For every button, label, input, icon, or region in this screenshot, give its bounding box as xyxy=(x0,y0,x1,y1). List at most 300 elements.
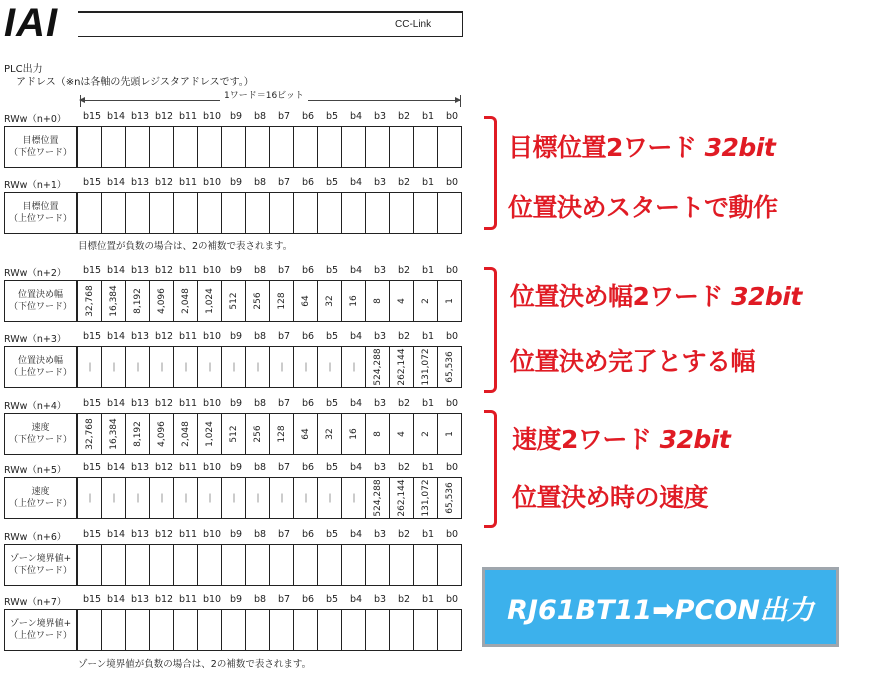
bit-cell xyxy=(341,610,365,650)
bit-weight: 256 xyxy=(252,292,263,310)
bit-weight: 2,048 xyxy=(180,288,191,314)
header-rule-bottom xyxy=(78,36,462,37)
bit-cell xyxy=(269,478,293,518)
bit-cell xyxy=(149,610,173,650)
unused-bit-mark xyxy=(257,363,258,372)
bit-weight: 8,192 xyxy=(132,421,143,447)
bit-label: b5 xyxy=(325,594,339,605)
bit-cell xyxy=(413,127,437,167)
bit-cell xyxy=(413,478,437,518)
bit-cell xyxy=(221,127,245,167)
bit-cell xyxy=(173,281,197,321)
bit-cell xyxy=(389,478,413,518)
bit-cell xyxy=(197,127,221,167)
bit-cell xyxy=(173,347,197,387)
bit-cell xyxy=(293,545,317,585)
register-label-line: 位置決め幅 xyxy=(17,356,63,366)
register-label xyxy=(5,545,77,585)
bit-cell xyxy=(221,545,245,585)
bit-label: b8 xyxy=(253,331,267,342)
register-label-line: （下位ワード） xyxy=(8,148,72,158)
bit-label: b4 xyxy=(349,331,363,342)
unused-bit-mark xyxy=(353,494,354,503)
bit-cell xyxy=(149,478,173,518)
output-direction-box: RJ61BT11➡PCON出力 xyxy=(482,567,839,647)
bit-cell xyxy=(197,414,221,454)
bit-label: b9 xyxy=(229,529,243,540)
bit-label: b7 xyxy=(277,462,291,473)
bit-label: b15 xyxy=(82,529,102,540)
bit-weight: 128 xyxy=(276,292,287,310)
bit-cell xyxy=(269,193,293,233)
section-title: PLC出力 xyxy=(4,64,43,75)
bit-label: b2 xyxy=(397,398,411,409)
bit-cell xyxy=(245,545,269,585)
bit-header xyxy=(80,529,464,543)
bit-label: b8 xyxy=(253,529,267,540)
bit-cell xyxy=(245,610,269,650)
unused-bit-mark xyxy=(281,494,282,503)
unused-bit-mark xyxy=(185,494,186,503)
bit-cell xyxy=(125,610,149,650)
bit-cell xyxy=(101,610,125,650)
bit-cell xyxy=(269,414,293,454)
anno-speed-line2: 位置決め時の速度 xyxy=(512,483,709,512)
bit-header xyxy=(80,111,464,125)
register-label-line: ゾーン境界値+ xyxy=(9,619,72,629)
bit-label: b12 xyxy=(154,111,174,122)
register-address: RWw（n+0） xyxy=(4,114,67,125)
bit-cell xyxy=(437,281,461,321)
bit-weight: 1 xyxy=(444,298,455,304)
bit-weight: 262,144 xyxy=(396,479,407,517)
bit-cell xyxy=(173,414,197,454)
bit-label: b5 xyxy=(325,398,339,409)
register-address: RWw（n+1） xyxy=(4,180,67,191)
unused-bit-mark xyxy=(329,363,330,372)
bit-cell xyxy=(173,478,197,518)
bit-label: b10 xyxy=(202,529,222,540)
register-label-line: （下位ワード） xyxy=(8,566,72,576)
bit-weight: 524,288 xyxy=(372,348,383,386)
bit-cell xyxy=(389,414,413,454)
bit-weight: 1,024 xyxy=(204,288,215,314)
register-address: RWw（n+7） xyxy=(4,597,67,608)
bit-header xyxy=(80,594,464,608)
bit-weight: 4,096 xyxy=(156,288,167,314)
bit-label: b5 xyxy=(325,265,339,276)
bit-label: b8 xyxy=(253,111,267,122)
unused-bit-mark xyxy=(161,494,162,503)
bit-cell xyxy=(413,545,437,585)
register-row xyxy=(4,609,462,651)
bit-label: b1 xyxy=(421,529,435,540)
bit-weight: 128 xyxy=(276,425,287,443)
bit-weight: 4,096 xyxy=(156,421,167,447)
register-row xyxy=(4,477,462,519)
register-label-line: （上位ワード） xyxy=(8,631,72,641)
bit-cell xyxy=(125,414,149,454)
bit-cell xyxy=(197,478,221,518)
bit-label: b10 xyxy=(202,398,222,409)
bit-label: b2 xyxy=(397,111,411,122)
bit-cell xyxy=(101,347,125,387)
bit-label: b15 xyxy=(82,398,102,409)
bit-cell xyxy=(365,545,389,585)
register-row xyxy=(4,346,462,388)
bit-cell xyxy=(365,610,389,650)
bit-weight: 4 xyxy=(396,431,407,437)
bit-label: b15 xyxy=(82,111,102,122)
bit-label: b13 xyxy=(130,111,150,122)
bit-label: b9 xyxy=(229,594,243,605)
bit-label: b9 xyxy=(229,462,243,473)
bit-weight: 8 xyxy=(372,431,383,437)
bit-weight: 131,072 xyxy=(420,479,431,517)
bit-cell xyxy=(101,281,125,321)
bit-label: b12 xyxy=(154,462,174,473)
bit-weight: 2 xyxy=(420,298,431,304)
bit-label: b8 xyxy=(253,265,267,276)
bit-weight: 4 xyxy=(396,298,407,304)
bit-cell xyxy=(197,610,221,650)
bit-cell xyxy=(125,478,149,518)
bit-cell xyxy=(437,610,461,650)
bit-label: b14 xyxy=(106,594,126,605)
address-note: アドレス（※nは各軸の先頭レジスタアドレスです。） xyxy=(16,77,254,88)
bit-label: b5 xyxy=(325,331,339,342)
bit-label: b14 xyxy=(106,398,126,409)
bit-cell xyxy=(245,414,269,454)
bit-cell xyxy=(317,610,341,650)
bit-cell xyxy=(77,545,101,585)
bit-label: b0 xyxy=(445,331,459,342)
bit-cell xyxy=(293,127,317,167)
bit-header xyxy=(80,398,464,412)
bit-label: b3 xyxy=(373,331,387,342)
anno-width-line2: 位置決め完了とする幅 xyxy=(510,347,756,376)
bit-label: b0 xyxy=(445,398,459,409)
register-label xyxy=(5,610,77,650)
bit-label: b8 xyxy=(253,398,267,409)
bit-weight: 2 xyxy=(420,431,431,437)
bit-header xyxy=(80,265,464,279)
bit-label: b3 xyxy=(373,111,387,122)
bit-cell xyxy=(293,610,317,650)
bit-label: b11 xyxy=(178,177,198,188)
bit-cell xyxy=(77,478,101,518)
bit-cell xyxy=(101,127,125,167)
bit-weight: 16 xyxy=(348,428,359,440)
bit-label: b7 xyxy=(277,594,291,605)
unused-bit-mark xyxy=(209,363,210,372)
register-row xyxy=(4,413,462,455)
bit-cell xyxy=(77,610,101,650)
bit-header xyxy=(80,177,464,191)
bit-label: b9 xyxy=(229,331,243,342)
bit-cell xyxy=(341,478,365,518)
bit-cell xyxy=(173,545,197,585)
bit-label: b2 xyxy=(397,529,411,540)
bit-label: b7 xyxy=(277,265,291,276)
bit-cell xyxy=(389,347,413,387)
bit-cell xyxy=(269,610,293,650)
bit-cell xyxy=(245,193,269,233)
bit-label: b10 xyxy=(202,594,222,605)
bit-label: b6 xyxy=(301,462,315,473)
bit-cell xyxy=(341,545,365,585)
bit-label: b4 xyxy=(349,462,363,473)
bit-cell xyxy=(317,545,341,585)
register-label xyxy=(5,127,77,167)
bit-label: b9 xyxy=(229,177,243,188)
unused-bit-mark xyxy=(233,363,234,372)
bit-label: b1 xyxy=(421,594,435,605)
bit-label: b14 xyxy=(106,177,126,188)
bit-cell xyxy=(245,347,269,387)
unused-bit-mark xyxy=(209,494,210,503)
register-address: RWw（n+5） xyxy=(4,465,67,476)
unused-bit-mark xyxy=(89,494,90,503)
bit-cell xyxy=(221,414,245,454)
bit-cell xyxy=(149,281,173,321)
bit-cell xyxy=(197,347,221,387)
bit-weight: 1 xyxy=(444,431,455,437)
bit-label: b2 xyxy=(397,462,411,473)
bit-cell xyxy=(293,478,317,518)
register-address: RWw（n+2） xyxy=(4,268,67,279)
register-row xyxy=(4,192,462,234)
unused-bit-mark xyxy=(161,363,162,372)
bit-label: b13 xyxy=(130,331,150,342)
bit-cell xyxy=(197,281,221,321)
register-label xyxy=(5,347,77,387)
bit-cell xyxy=(125,127,149,167)
register-label xyxy=(5,193,77,233)
bit-label: b10 xyxy=(202,177,222,188)
bit-cell xyxy=(389,610,413,650)
bit-weight: 8 xyxy=(372,298,383,304)
bit-cell xyxy=(101,414,125,454)
bit-header xyxy=(80,462,464,476)
anno-target-line2: 位置決めスタートで動作 xyxy=(508,193,778,222)
bit-cell xyxy=(173,610,197,650)
bit-cell xyxy=(77,127,101,167)
bit-cell xyxy=(317,478,341,518)
bit-cell xyxy=(245,281,269,321)
bit-cell xyxy=(317,127,341,167)
bit-label: b13 xyxy=(130,265,150,276)
bit-cell xyxy=(293,281,317,321)
bit-cell xyxy=(293,193,317,233)
bit-label: b12 xyxy=(154,177,174,188)
bit-label: b7 xyxy=(277,331,291,342)
bit-cell xyxy=(221,610,245,650)
bit-label: b15 xyxy=(82,462,102,473)
bit-label: b13 xyxy=(130,529,150,540)
bit-cell xyxy=(317,193,341,233)
bit-label: b2 xyxy=(397,331,411,342)
bit-label: b5 xyxy=(325,462,339,473)
bit-label: b0 xyxy=(445,265,459,276)
bit-label: b6 xyxy=(301,265,315,276)
unused-bit-mark xyxy=(329,494,330,503)
bit-label: b10 xyxy=(202,111,222,122)
bit-label: b11 xyxy=(178,265,198,276)
bit-label: b3 xyxy=(373,398,387,409)
bit-cell xyxy=(413,414,437,454)
bit-label: b14 xyxy=(106,529,126,540)
bit-label: b13 xyxy=(130,398,150,409)
bit-cell xyxy=(293,414,317,454)
unused-bit-mark xyxy=(113,494,114,503)
bit-cell xyxy=(365,193,389,233)
bit-label: b4 xyxy=(349,398,363,409)
bit-label: b2 xyxy=(397,265,411,276)
unused-bit-mark xyxy=(113,363,114,372)
bit-label: b5 xyxy=(325,177,339,188)
register-label xyxy=(5,281,77,321)
bit-label: b11 xyxy=(178,111,198,122)
bit-cell xyxy=(317,281,341,321)
unused-bit-mark xyxy=(305,363,306,372)
unused-bit-mark xyxy=(281,363,282,372)
bit-weight: 65,536 xyxy=(444,482,455,514)
bit-label: b11 xyxy=(178,462,198,473)
bit-cell xyxy=(221,347,245,387)
bit-label: b3 xyxy=(373,462,387,473)
bit-weight: 64 xyxy=(300,295,311,307)
bit-cell xyxy=(341,414,365,454)
bit-weight: 32 xyxy=(324,295,335,307)
bit-label: b7 xyxy=(277,529,291,540)
bit-cell xyxy=(269,281,293,321)
bit-weight: 32,768 xyxy=(84,418,95,450)
bit-label: b15 xyxy=(82,177,102,188)
bit-label: b1 xyxy=(421,462,435,473)
bit-weight: 256 xyxy=(252,425,263,443)
bit-cell xyxy=(221,281,245,321)
bit-cell xyxy=(77,414,101,454)
register-label-line: （上位ワード） xyxy=(8,499,72,509)
bit-header xyxy=(80,331,464,345)
word-span-label: 1ワード＝16ビット xyxy=(220,88,308,101)
bit-cell xyxy=(221,193,245,233)
bit-label: b2 xyxy=(397,177,411,188)
bit-weight: 512 xyxy=(228,425,239,443)
bit-label: b13 xyxy=(130,594,150,605)
bit-cell xyxy=(437,193,461,233)
bit-cell xyxy=(101,545,125,585)
bracket-speed xyxy=(484,410,497,528)
register-label-line: 速度 xyxy=(31,423,50,433)
bit-label: b13 xyxy=(130,462,150,473)
bit-cell xyxy=(269,347,293,387)
bit-label: b12 xyxy=(154,398,174,409)
bit-label: b12 xyxy=(154,331,174,342)
register-label-line: （下位ワード） xyxy=(8,302,72,312)
header-rule-right xyxy=(462,11,463,37)
bit-cell xyxy=(341,347,365,387)
bit-label: b6 xyxy=(301,177,315,188)
bit-cell xyxy=(173,193,197,233)
bit-weight: 1,024 xyxy=(204,421,215,447)
bit-label: b3 xyxy=(373,177,387,188)
bit-weight: 64 xyxy=(300,428,311,440)
bit-label: b1 xyxy=(421,265,435,276)
bit-cell xyxy=(413,610,437,650)
register-label xyxy=(5,414,77,454)
bit-cell xyxy=(125,281,149,321)
bit-weight: 8,192 xyxy=(132,288,143,314)
bit-label: b8 xyxy=(253,462,267,473)
unused-bit-mark xyxy=(137,363,138,372)
bit-label: b14 xyxy=(106,462,126,473)
bit-label: b6 xyxy=(301,111,315,122)
bit-label: b3 xyxy=(373,594,387,605)
bit-label: b14 xyxy=(106,111,126,122)
bit-label: b11 xyxy=(178,529,198,540)
bit-label: b10 xyxy=(202,331,222,342)
bit-cell xyxy=(125,545,149,585)
header-rule-top xyxy=(78,11,462,13)
bit-cell xyxy=(317,347,341,387)
bit-label: b9 xyxy=(229,265,243,276)
unused-bit-mark xyxy=(137,494,138,503)
register-label-line: （上位ワード） xyxy=(8,214,72,224)
bit-cell xyxy=(317,414,341,454)
bit-label: b15 xyxy=(82,265,102,276)
bit-cell xyxy=(389,281,413,321)
bit-label: b1 xyxy=(421,398,435,409)
bit-cell xyxy=(197,545,221,585)
register-label-line: （下位ワード） xyxy=(8,435,72,445)
register-row xyxy=(4,126,462,168)
anno-target-line1: 目標位置2ワード 32bit xyxy=(508,133,776,162)
bit-cell xyxy=(173,127,197,167)
bit-cell xyxy=(389,193,413,233)
bit-label: b11 xyxy=(178,398,198,409)
bit-label: b7 xyxy=(277,111,291,122)
bit-cell xyxy=(365,127,389,167)
bit-label: b5 xyxy=(325,529,339,540)
register-row xyxy=(4,280,462,322)
bit-cell xyxy=(389,545,413,585)
bracket-width xyxy=(484,267,497,393)
bit-cell xyxy=(413,281,437,321)
register-address: RWw（n+3） xyxy=(4,334,67,345)
bit-label: b1 xyxy=(421,331,435,342)
bit-cell xyxy=(221,478,245,518)
bit-cell xyxy=(149,127,173,167)
bit-label: b0 xyxy=(445,529,459,540)
bit-cell xyxy=(389,127,413,167)
bit-label: b0 xyxy=(445,177,459,188)
bit-cell xyxy=(365,414,389,454)
bracket-target xyxy=(484,116,497,230)
bit-label: b11 xyxy=(178,331,198,342)
bit-cell xyxy=(77,193,101,233)
bit-label: b12 xyxy=(154,265,174,276)
unused-bit-mark xyxy=(305,494,306,503)
bit-label: b0 xyxy=(445,462,459,473)
register-label-line: （上位ワード） xyxy=(8,368,72,378)
bit-cell xyxy=(77,281,101,321)
bit-label: b3 xyxy=(373,529,387,540)
bit-label: b1 xyxy=(421,111,435,122)
bit-label: b15 xyxy=(82,594,102,605)
bit-weight: 262,144 xyxy=(396,348,407,386)
